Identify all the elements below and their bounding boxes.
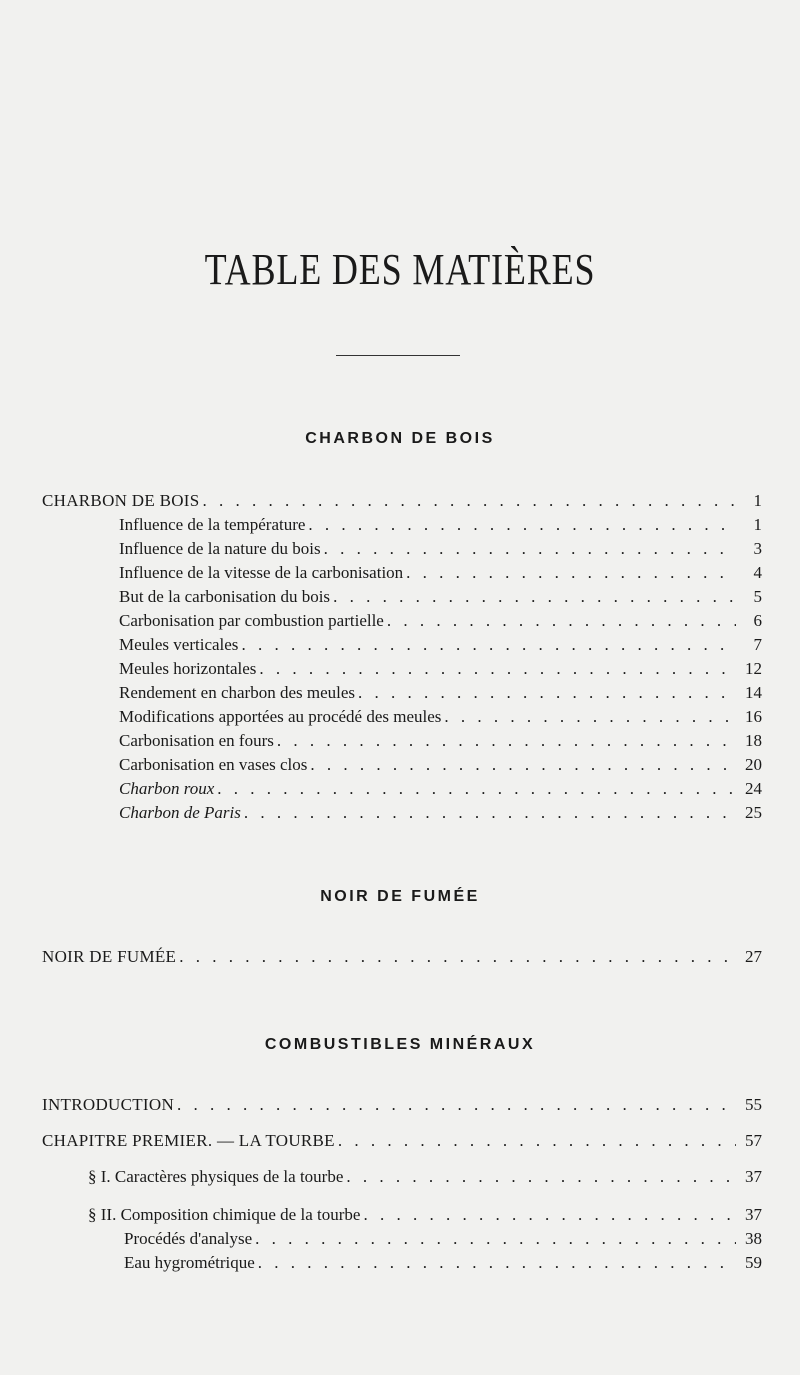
toc-entry-page: 38 [745, 1229, 762, 1248]
toc-entry-modifications [119, 706, 762, 728]
toc-entry-carbonisation-vases [119, 754, 762, 776]
toc-entry-page: 7 [753, 635, 762, 654]
dot-leader [444, 706, 736, 728]
toc-entry-label: Charbon roux [119, 779, 215, 798]
toc-entry-introduction [42, 1094, 762, 1116]
toc-entry-label: Carbonisation par combustion partielle [119, 611, 384, 630]
dot-leader [324, 538, 736, 560]
dot-leader [338, 1130, 736, 1152]
toc-entry-label: Procédés d'analyse [124, 1229, 253, 1248]
toc-entry-page: 14 [745, 683, 762, 702]
toc-entry-label: Influence de la température [119, 515, 306, 534]
section-heading-noir: NOIR DE FUMÉE [320, 888, 480, 905]
toc-entry-label: INTRODUCTION [42, 1095, 175, 1114]
toc-entry-page: 18 [745, 731, 762, 750]
toc-entry-label: Modifications apportées au procédé des meules [119, 707, 442, 726]
toc-entry-label: Meules verticales [119, 635, 239, 654]
page-title: TABLE DES MATIÈRES [204, 245, 596, 294]
toc-entry-label: Rendement en charbon des meules [119, 683, 356, 702]
dot-leader [203, 490, 736, 512]
toc-entry-caracteres-physiques [88, 1166, 762, 1188]
dot-leader [333, 586, 736, 608]
toc-entry-carbonisation-fours [119, 730, 762, 752]
toc-entry-page: 12 [745, 659, 762, 678]
dot-leader [363, 1204, 736, 1226]
toc-entry-rendement [119, 682, 762, 704]
dot-leader [177, 1094, 736, 1116]
toc-entry-label: But de la carbonisation du bois [119, 587, 331, 606]
toc-entry-page: 55 [745, 1095, 762, 1114]
toc-entry-page: 59 [745, 1253, 762, 1272]
dot-leader [258, 1252, 736, 1274]
toc-entry-label: Carbonisation en fours [119, 731, 274, 750]
toc-entry-label: NOIR DE FUMÉE [42, 947, 177, 966]
dot-leader [179, 946, 736, 968]
toc-entry-page: 37 [745, 1205, 762, 1224]
dot-leader [358, 682, 736, 704]
toc-entry-influence-nature [119, 538, 762, 560]
dot-leader [241, 634, 736, 656]
toc-entry-page: 16 [745, 707, 762, 726]
toc-entry-page: 5 [753, 587, 762, 606]
toc-entry-meules-verticales [119, 634, 762, 656]
section-heading-charbon: CHARBON DE BOIS [305, 430, 495, 447]
toc-entry-charbon-paris [119, 802, 762, 824]
toc-entry-influence-vitesse [119, 562, 762, 584]
toc-entry-label: Influence de la vitesse de la carbonisation [119, 563, 404, 582]
toc-entry-page: 4 [753, 563, 762, 582]
toc-entry-page: 3 [753, 539, 762, 558]
toc-entry-composition-chimique [88, 1204, 762, 1226]
dot-leader [244, 802, 736, 824]
dot-leader [346, 1166, 736, 1188]
toc-entry-page: 1 [753, 491, 762, 510]
toc-entry-page: 1 [753, 515, 762, 534]
toc-entry-page: 6 [753, 611, 762, 630]
toc-entry-carbonisation-combustion [119, 610, 762, 632]
toc-entry-page: 24 [745, 779, 762, 798]
toc-entry-page: 57 [745, 1131, 762, 1150]
dot-leader [217, 778, 736, 800]
toc-entry-noir-de-fumee [42, 946, 762, 968]
toc-entry-eau-hygrometrique [124, 1252, 762, 1274]
toc-entry-label: Influence de la nature du bois [119, 539, 321, 558]
toc-entry-label: § II. Composition chimique de la tourbe [88, 1205, 361, 1224]
dot-leader [310, 754, 736, 776]
toc-entry-page: 25 [745, 803, 762, 822]
dot-leader [259, 658, 736, 680]
toc-entry-meules-horizontales [119, 658, 762, 680]
toc-entry-label: CHARBON DE BOIS [42, 491, 200, 510]
section-heading-combustibles: COMBUSTIBLES MINÉRAUX [264, 1036, 536, 1053]
toc-entry-label: § I. Caractères physiques de la tourbe [88, 1167, 344, 1186]
dot-leader [387, 610, 736, 632]
toc-entry-chapitre-premier [42, 1130, 762, 1152]
toc-entry-label: Carbonisation en vases clos [119, 755, 308, 774]
toc-entry-label: Eau hygrométrique [124, 1253, 255, 1272]
dot-leader [255, 1228, 736, 1250]
toc-entry-but-carbonisation [119, 586, 762, 608]
toc-entry-label: Meules horizontales [119, 659, 257, 678]
toc-entry-label: Charbon de Paris [119, 803, 241, 822]
toc-entry-influence-temperature [119, 514, 762, 536]
toc-entry-label: CHAPITRE PREMIER. — LA TOURBE [42, 1131, 335, 1150]
toc-entry-procedes-analyse [124, 1228, 762, 1250]
dot-leader [406, 562, 736, 584]
toc-entry-charbon-roux [119, 778, 762, 800]
toc-entry-page: 27 [745, 947, 762, 966]
toc-entry-charbon-de-bois [42, 490, 762, 512]
dot-leader [277, 730, 736, 752]
toc-entry-page: 20 [745, 755, 762, 774]
toc-entry-page: 37 [745, 1167, 762, 1186]
title-rule [336, 355, 460, 356]
dot-leader [308, 514, 736, 536]
